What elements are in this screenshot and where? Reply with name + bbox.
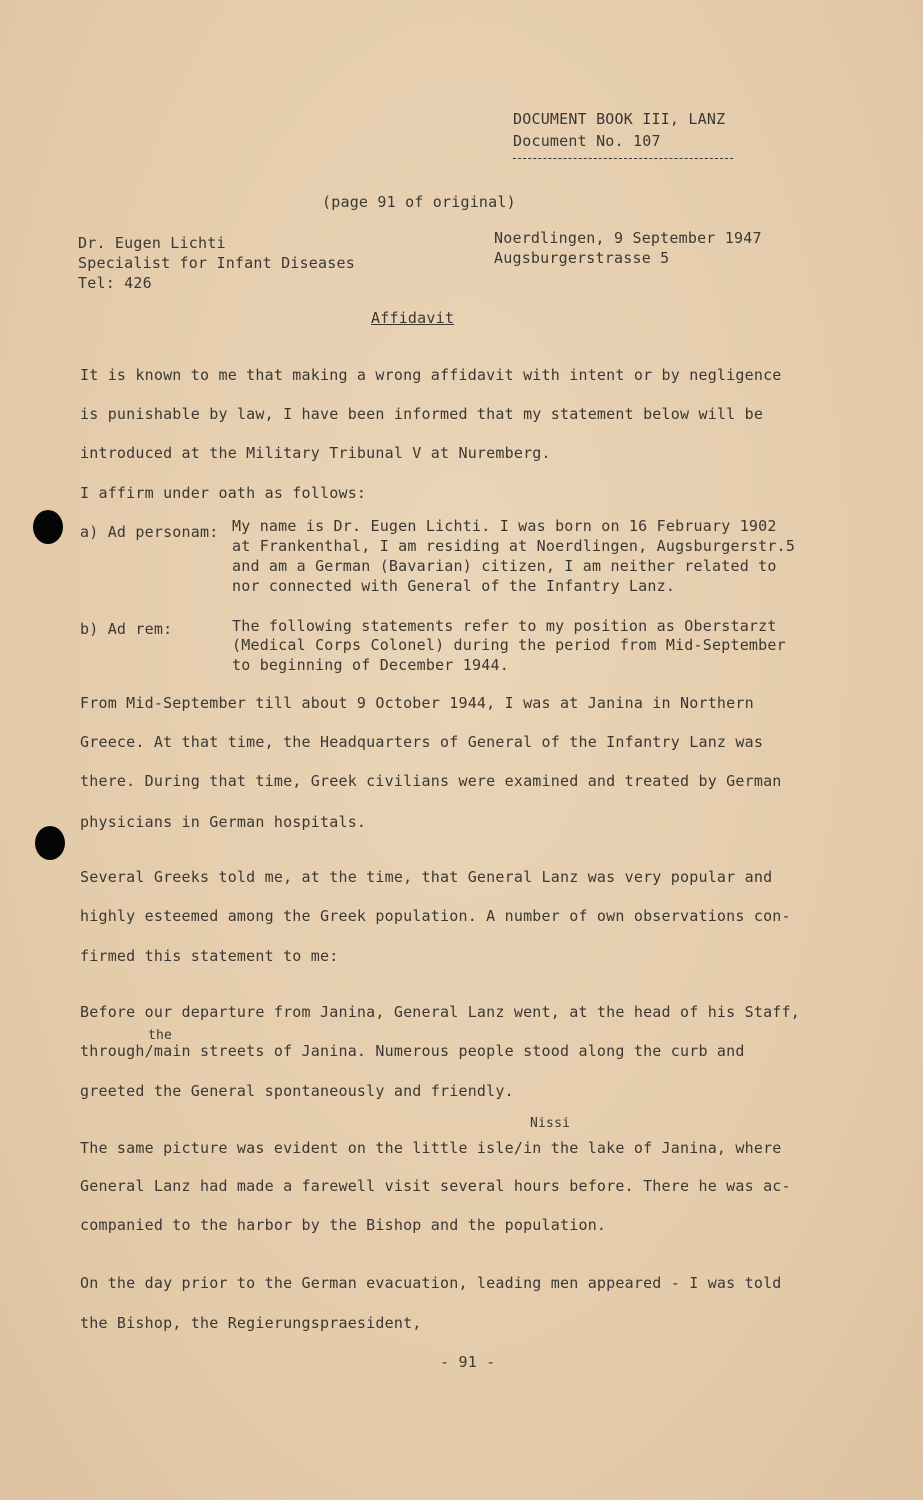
item-a-label: a) Ad personam: [80,523,219,541]
body-line: companied to the harbor by the Bishop and the population. [80,1216,607,1234]
author-title: Specialist for Infant Diseases [78,254,355,272]
page-number: - 91 - [440,1353,496,1371]
street-address: Augsburgerstrasse 5 [494,249,670,267]
body-line: physicians in German hospitals. [80,813,367,831]
body-line: I affirm under oath as follows: [80,484,367,502]
page-reference: (page 91 of original) [322,193,516,211]
body-line: through/main streets of Janina. Numerous people stood along the curb and [80,1042,745,1060]
item-b-line: to beginning of December 1944. [232,656,509,674]
punch-hole [35,826,65,860]
body-line: Several Greeks told me, at the time, that General Lanz was very popular and [80,868,773,886]
handwritten-insertion: Nissi [530,1116,571,1131]
handwritten-insertion: the [148,1028,173,1043]
body-line: is punishable by law, I have been informed that my statement below will be [80,405,764,423]
item-b-line: The following statements refer to my position as Oberstarzt [232,617,777,635]
item-a-line: nor connected with General of the Infantry Lanz. [232,577,676,595]
body-line: firmed this statement to me: [80,947,339,965]
body-line: Before our departure from Janina, General Lanz went, at the head of his Staff, [80,1003,800,1021]
item-a-line: at Frankenthal, I am residing at Noerdlingen, Augsburgerstr.5 [232,537,796,555]
punch-hole [33,510,63,544]
body-line: General Lanz had made a farewell visit several hours before. There he was ac- [80,1177,791,1195]
body-line: greeted the General spontaneously and friendly. [80,1082,514,1100]
document-book-label: DOCUMENT BOOK III, LANZ [513,110,726,128]
body-line: From Mid-September till about 9 October 1944, I was at Janina in Northern [80,694,754,712]
author-name: Dr. Eugen Lichti [78,234,226,252]
item-a-line: and am a German (Bavarian) citizen, I am neither related to [232,557,777,575]
divider [513,158,733,159]
body-line: On the day prior to the German evacuation, leading men appeared - I was told [80,1274,782,1292]
author-telephone: Tel: 426 [78,274,152,292]
body-line: highly esteemed among the Greek population. A number of own observations con- [80,907,791,925]
document-heading: Affidavit [371,309,455,327]
document-number: Document No. 107 [513,132,661,150]
body-line: the Bishop, the Regierungspraesident, [80,1314,422,1332]
item-b-line: (Medical Corps Colonel) during the period from Mid-September [232,636,786,654]
item-a-line: My name is Dr. Eugen Lichti. I was born on 16 February 1902 [232,517,777,535]
item-b-label: b) Ad rem: [80,620,173,638]
body-line: It is known to me that making a wrong affidavit with intent or by negligence [80,366,782,384]
body-line: there. During that time, Greek civilians were examined and treated by German [80,772,782,790]
body-line: The same picture was evident on the little isle/in the lake of Janina, where [80,1139,782,1157]
place-date: Noerdlingen, 9 September 1947 [494,229,762,247]
body-line: Greece. At that time, the Headquarters of General of the Infantry Lanz was [80,733,764,751]
body-line: introduced at the Military Tribunal V at Nuremberg. [80,444,551,462]
